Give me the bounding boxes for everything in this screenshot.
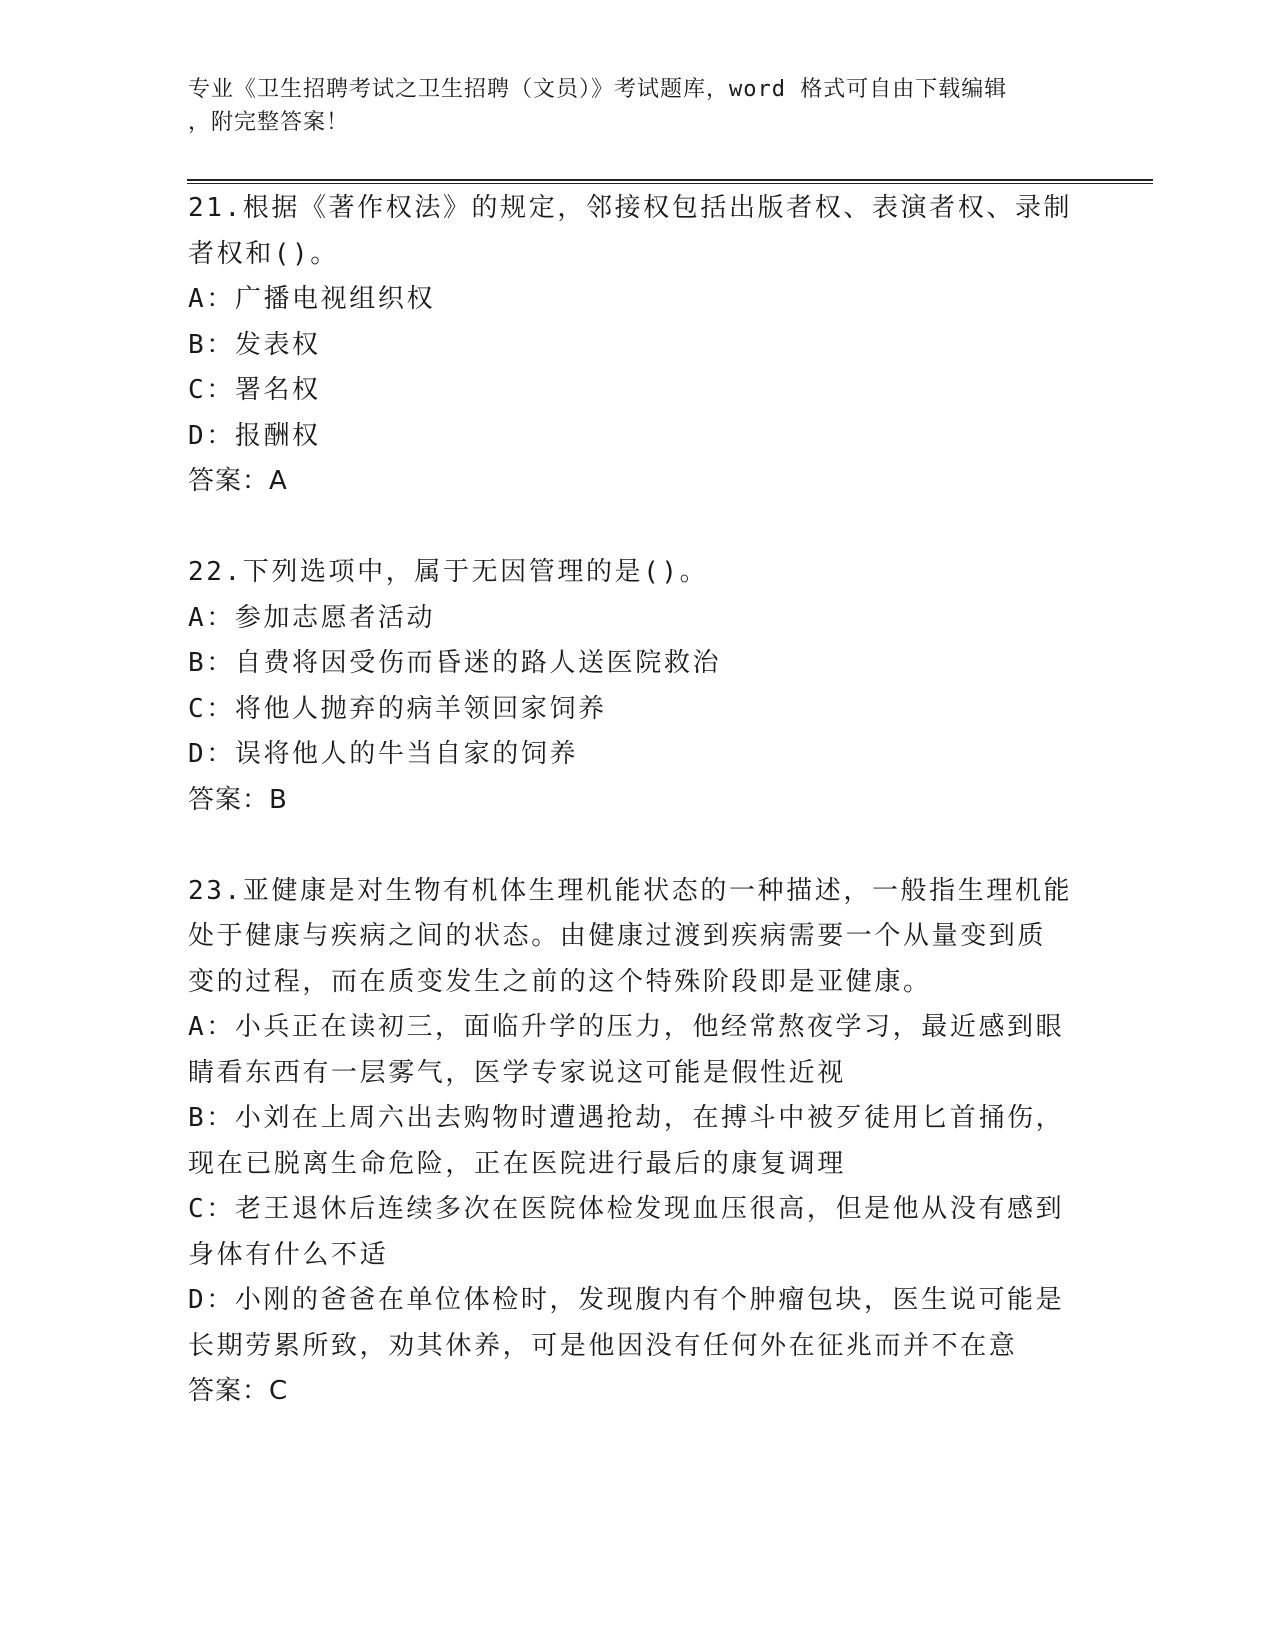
- header-line-1: 专业《卫生招聘考试之卫生招聘（文员）》考试题库，word 格式可自由下载编辑: [188, 77, 1008, 102]
- option-a: A：参加志愿者活动: [188, 602, 436, 633]
- option-d: D：误将他人的牛当自家的饲养: [188, 739, 579, 769]
- option-d-continued: 长期劳累所致，劝其休养，可是他因没有任何外在征兆而并不在意: [188, 1330, 1018, 1361]
- question-list: [188, 186, 1088, 1415]
- question-stem-line: 23.亚健康是对生物有机体生理机能状态的一种描述，一般指生理机能: [188, 875, 1073, 906]
- option-b: B：小刘在上周六出去购物时遭遇抢劫，在搏斗中被歹徒用匕首捅伤，: [188, 1103, 1065, 1133]
- question-stem-line: 21.根据《著作权法》的规定，邻接权包括出版者权、表演者权、录制: [188, 193, 1073, 223]
- header-line-2: ，附完整答案！: [188, 110, 350, 135]
- header-divider: [187, 179, 1153, 184]
- question-stem-line: 者权和()。: [188, 238, 339, 269]
- option-a: A：小兵正在读初三，面临升学的压力，他经常熬夜学习，最近感到眼: [188, 1012, 1065, 1042]
- option-c: C：署名权: [188, 375, 321, 405]
- option-d: D：报酬权: [188, 420, 321, 451]
- question-stem-line: 处于健康与疾病之间的状态。由健康过渡到疾病需要一个从量变到质: [188, 921, 1047, 951]
- question-stem-line: 22.下列选项中，属于无因管理的是()。: [188, 557, 709, 587]
- option-c: C：将他人抛弃的病羊领回家饲养: [188, 693, 607, 724]
- question-stem-line: 变的过程，而在质变发生之前的这个特殊阶段即是亚健康。: [188, 966, 932, 997]
- answer-line: 答案：C: [188, 1376, 289, 1406]
- question-spacer: [188, 823, 1088, 869]
- option-a-continued: 睛看东西有一层雾气，医学专家说这可能是假性近视: [188, 1057, 846, 1088]
- question-block: [188, 186, 1088, 505]
- option-c-continued: 身体有什么不适: [188, 1239, 389, 1270]
- option-a: A：广播电视组织权: [188, 284, 436, 314]
- question-spacer: [188, 505, 1088, 551]
- option-b: B：发表权: [188, 329, 321, 360]
- option-c: C：老王退休后连续多次在医院体检发现血压很高，但是他从没有感到: [188, 1194, 1065, 1224]
- question-block: [188, 869, 1088, 1415]
- question-block: [188, 550, 1088, 823]
- option-d: D：小刚的爸爸在单位体检时，发现腹内有个肿瘤包块，医生说可能是: [188, 1285, 1065, 1315]
- option-b-continued: 现在已脱离生命危险，正在医院进行最后的康复调理: [188, 1148, 846, 1179]
- answer-line: 答案：A: [188, 466, 288, 496]
- option-b: B：自费将因受伤而昏迷的路人送医院救治: [188, 648, 722, 678]
- document-header: [188, 73, 1068, 139]
- answer-line: 答案：B: [188, 784, 288, 815]
